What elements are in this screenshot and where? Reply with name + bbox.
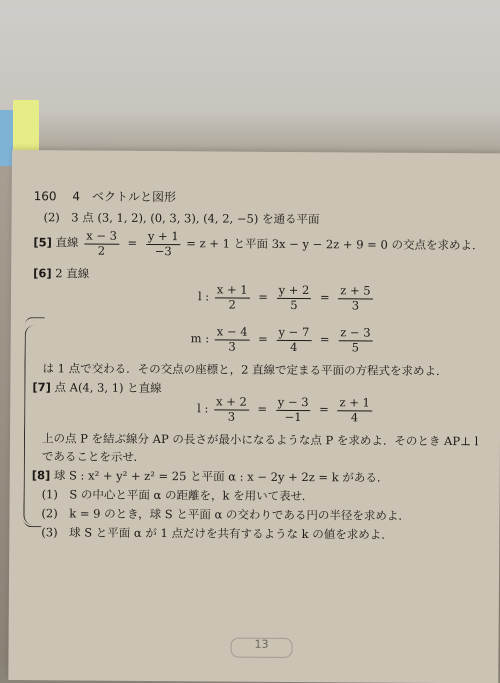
denominator: 3 [351, 297, 360, 312]
problem-8-2: (2) k = 9 のとき，球 S と平面 α の交わりである円の半径を求めよ． [41, 506, 410, 523]
problem-7-text: 点 A(4, 3, 1) と直線 [54, 380, 162, 396]
numerator: z + 5 [338, 285, 372, 299]
problem-5-post: = z + 1 と平面 3x − y − 2z + 9 = 0 の交点を求めよ． [186, 236, 484, 253]
equals-sign: = [257, 401, 268, 416]
numerator: z + 1 [337, 397, 371, 411]
chapter-title: 4 ベクトルと図形 [72, 189, 177, 205]
fraction [215, 284, 250, 310]
numerator: x + 1 [215, 284, 250, 298]
problem-8 [32, 470, 389, 484]
line-m-name: m : [190, 331, 210, 346]
denominator: −3 [154, 243, 172, 258]
fraction [84, 228, 119, 258]
numerator: y + 2 [277, 285, 312, 299]
fraction [276, 324, 311, 354]
equals-sign: = [319, 402, 329, 417]
problem-7-tail-2: であることを示せ． [41, 449, 146, 464]
fraction [214, 396, 249, 422]
page-number: 160 [33, 189, 57, 204]
fraction [146, 228, 181, 258]
problem-5 [33, 230, 483, 259]
problem-8-1: (1) S の中心と平面 α の距離を，k を用いて表せ． [41, 487, 314, 504]
problem-5-pre: 直線 [55, 235, 79, 250]
numerator: x − 3 [84, 231, 119, 245]
denominator: 4 [350, 409, 359, 424]
denominator: 3 [227, 409, 236, 424]
equals-sign: = [258, 289, 268, 304]
problem-4-2: (2) 3 点 (3, 1, 2), (0, 3, 3), (4, 2, −5) を通る平面 [43, 210, 320, 227]
equals-sign: = [258, 331, 268, 346]
numerator: x − 4 [215, 326, 250, 340]
problem-7-tail-1: 上の点 P を結ぶ線分 AP の長さが最小になるような点 P を求めよ．そのとき AP⊥ l [41, 431, 479, 449]
equals-sign: = [319, 332, 330, 347]
fraction [337, 397, 372, 423]
fraction [276, 282, 311, 312]
denominator: 4 [290, 339, 298, 354]
page-footer-mark: 13 [230, 638, 292, 658]
textbook-page [8, 150, 500, 683]
numerator: y − 3 [276, 397, 311, 411]
line-l2-name: l : [197, 401, 209, 416]
problem-7-label: [7] [32, 380, 51, 395]
denominator: −1 [284, 409, 302, 424]
problem-6-label: [6] [33, 266, 52, 281]
problem-8-text: 球 S : x² + y² + z² = 25 と平面 α : x − 2y + 2z = k がある． [53, 468, 389, 485]
fraction [338, 285, 373, 311]
page-content [31, 189, 484, 651]
equals-sign: = [319, 290, 330, 305]
line-l2-equation [197, 396, 374, 423]
fraction [215, 326, 250, 352]
fraction [276, 394, 311, 424]
problem-6-tail: は 1 点で交わる．その交点の座標と，2 直線で定まる平面の方程式を求めよ． [42, 361, 448, 379]
problem-8-label: [8] [31, 468, 51, 483]
denominator: 2 [97, 243, 106, 258]
numerator: x + 2 [214, 396, 249, 410]
denominator: 3 [228, 339, 236, 354]
problem-8-3: (3) 球 S と平面 α が 1 点だけを共有するような k の値を求めよ． [41, 525, 393, 542]
fraction [338, 327, 373, 353]
denominator: 5 [351, 339, 360, 354]
denominator: 5 [290, 297, 298, 312]
equals-sign: = [127, 235, 138, 250]
problem-6-text: 2 直線 [55, 266, 90, 281]
problem-5-label: [5] [33, 235, 52, 250]
numerator: y + 1 [146, 231, 181, 245]
numerator: z − 3 [338, 327, 372, 341]
page-header [34, 190, 176, 203]
numerator: y − 7 [276, 327, 311, 341]
handwritten-bracket [23, 325, 39, 525]
problem-6 [33, 268, 89, 280]
line-m-equation [191, 326, 375, 353]
line-l-equation [198, 284, 375, 311]
problem-7 [32, 382, 161, 394]
line-l-name: l : [197, 289, 210, 304]
denominator: 2 [228, 297, 236, 312]
